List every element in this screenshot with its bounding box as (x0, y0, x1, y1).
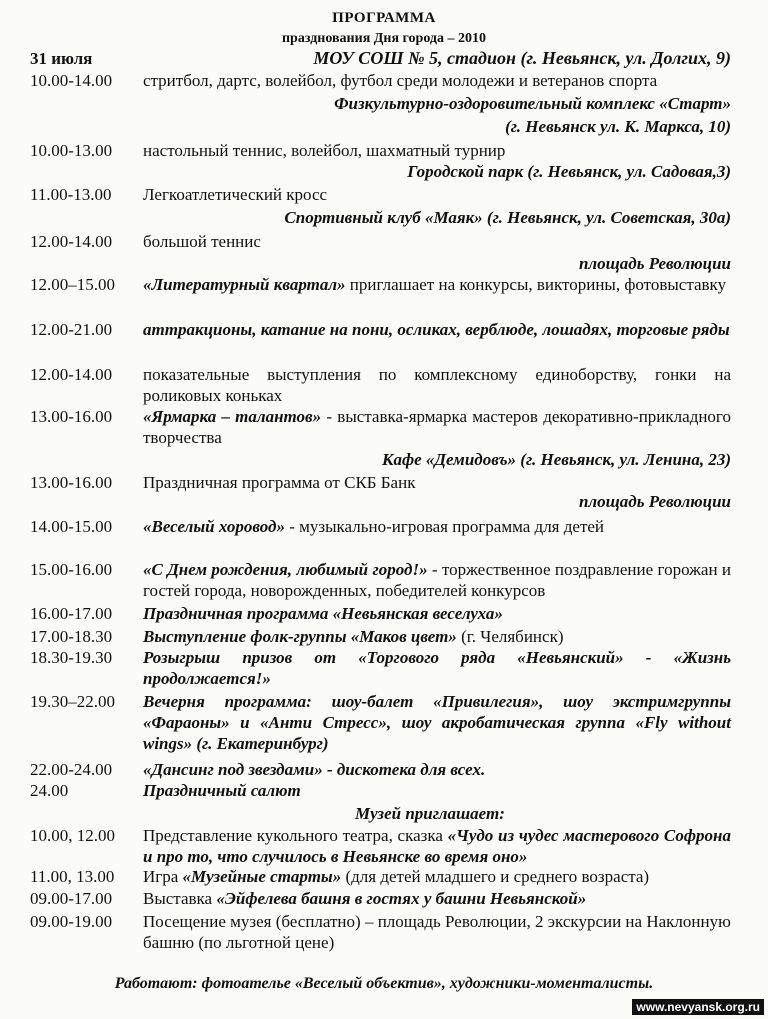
event-text: Праздничная программа «Невьянская веселуха» (143, 604, 503, 623)
event-text: показательные выступления по комплексному единоборству, гонки на роликовых коньках (143, 365, 731, 405)
event-text: настольный теннис, волейбол, шахматный турнир (143, 141, 506, 160)
event-time: 13.00-16.00 (30, 407, 113, 426)
event-text: «Веселый хоровод» - музыкально-игровая программа для детей (143, 517, 605, 536)
event-time: 19.30–22.00 (30, 692, 115, 711)
event-time: 10.00-13.00 (30, 141, 113, 160)
location-heading: площадь Революции (578, 254, 731, 273)
event-text: аттракционы, катание на пони, осликах, верблюде, лошадях, торговые ряды (143, 320, 730, 339)
event-time: 11.00, 13.00 (30, 867, 115, 886)
event-time: 10.00, 12.00 (30, 826, 115, 845)
event-text: Игра «Музейные старты» (для детей младшего и среднего возраста) (143, 867, 650, 886)
event-text: Праздничный салют (143, 781, 301, 800)
event-time: 11.00-13.00 (30, 185, 112, 204)
location-heading: (г. Невьянск ул. К. Маркса, 10) (505, 117, 731, 136)
event-time: 12.00-21.00 (30, 320, 113, 339)
event-time: 17.00-18.30 (30, 627, 113, 646)
event-time: 13.00-16.00 (30, 473, 113, 492)
event-text: Представление кукольного театра, сказка «Чудо из чудес мастерового Софрона и про то, что случилось в Невьянске во время оно» (143, 826, 731, 866)
event-time: 12.00-14.00 (30, 232, 113, 251)
location-heading: Спортивный клуб «Маяк» (г. Невьянск, ул. Советская, 30а) (284, 208, 731, 227)
event-time: 14.00-15.00 (30, 517, 113, 536)
event-time: 18.30-19.30 (30, 648, 113, 667)
event-text: «Литературный квартал» приглашает на конкурсы, викторины, фотовыставку (143, 275, 727, 294)
event-text: «Ярмарка – талантов» - выставка-ярмарка мастеров декоративно-прикладного творчества (143, 407, 731, 447)
event-text: Вечерня программа: шоу-балет «Привилегия», шоу экстримгруппы «Фараоны» и «Анти Стресс», шоу акробатическая группа «Fly without wings» (г. Екатеринбург) (143, 692, 731, 753)
location-heading: МОУ СОШ № 5, стадион (г. Невьянск, ул. Долгих, 9) (313, 48, 731, 68)
event-time: 09.00-17.00 (30, 889, 113, 908)
event-time: 10.00-14.00 (30, 71, 113, 90)
location-heading: Физкультурно-оздоровительный комплекс «Старт» (334, 94, 731, 113)
event-text: Посещение музея (бесплатно) – площадь Революции, 2 экскурсии на Наклонную башню (по льготной цене) (143, 912, 731, 952)
event-text: Выступление фолк-группы «Маков цвет» (г. Челябинск) (143, 627, 564, 646)
event-text: большой теннис (143, 232, 261, 251)
event-text: Розыгрыш призов от «Торгового ряда «Невьянский» - «Жизнь продолжается!» (143, 648, 731, 688)
event-time: 12.00–15.00 (30, 275, 115, 294)
footer-note: Работают: фотоателье «Веселый объектив», художники-моменталисты. (114, 975, 654, 992)
section-heading: Музей приглашает: (355, 804, 505, 823)
location-heading: площадь Революции (578, 492, 731, 511)
event-text: «С Днем рождения, любимый город!» - торжественное поздравление горожан и гостей города, новорожденных, победителей конкурсов (143, 560, 731, 600)
watermark: www.nevyansk.org.ru (632, 999, 764, 1015)
event-time: 22.00-24.00 (30, 760, 113, 779)
event-time: 15.00-16.00 (30, 560, 113, 579)
event-time: 24.00 (30, 781, 69, 800)
event-text: Выставка «Эйфелева башня в гостях у башни Невьянской» (143, 889, 587, 908)
page-title: ПРОГРАММА (332, 10, 436, 26)
event-text: стритбол, дартс, волейбол, футбол среди молодежи и ветеранов спорта (143, 71, 658, 90)
location-heading: Городской парк (г. Невьянск, ул. Садовая,3) (407, 162, 731, 181)
event-time: 16.00-17.00 (30, 604, 113, 623)
event-text: Праздничная программа от СКБ Банк (143, 473, 416, 492)
page-subtitle: празднования Дня города – 2010 (281, 31, 487, 46)
location-heading: Кафе «Демидовъ» (г. Невьянск, ул. Ленина, 23) (381, 450, 731, 469)
event-time: 12.00-14.00 (30, 365, 113, 384)
event-date: 31 июля (30, 49, 93, 68)
event-text: «Дансинг под звездами» - дискотека для всех. (143, 760, 486, 779)
event-time: 09.00-19.00 (30, 912, 113, 931)
event-text: Легкоатлетический кросс (143, 185, 328, 204)
